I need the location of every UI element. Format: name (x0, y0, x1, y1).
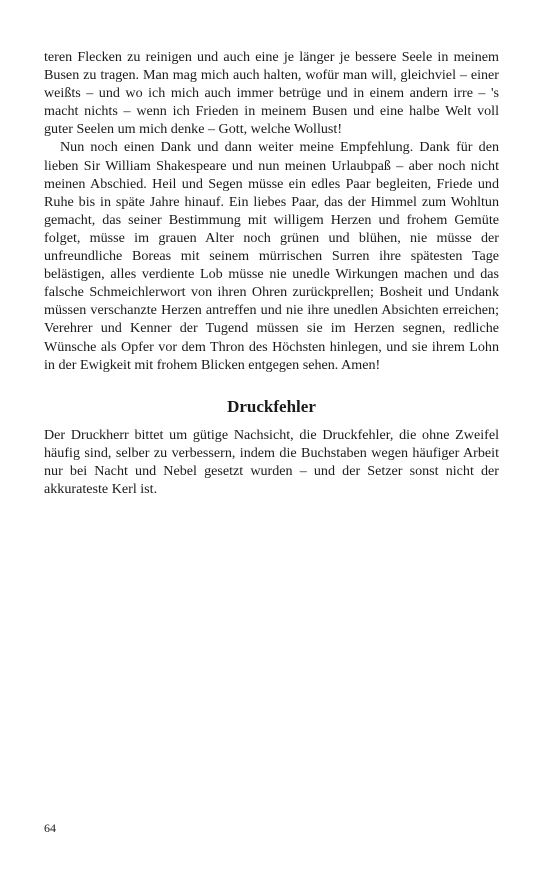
page-content (44, 48, 499, 498)
paragraph-thanks: Nun noch einen Dank und dann weiter meine Empfehlung. Dank für den lieben Sir William Shakespeare und nun meinen Urlaubpaß – aber noch nicht meinen Abschied. Heil und Segen müsse ein edles Paar begleiten, Friede und Ruhe bis in späte Jahre hinauf. Ein liebes Paar, das der Himmel zum Wohltun gemacht, das seiner Bestimmung mit willigem Herzen und frohem Gemüte folget, müsse im grauen Alter noch grünen und blühen, nie müsse der unfreundliche Boreas mit seinem mürrischen Surren ihre spätesten Tage belästigen, alles verdiente Lob müsse nie unedle Wirkungen machen und das falsche Schmeichlerwort von ihren Ohren zurückprellen; Bosheit und Undank müssen verschanzte Herzen antreffen und nie ihre unedlen Absichten erreichen; Verehrer und Kenner der Tugend müssen sie im Herzen segnen, redliche Wünsche als Opfer vor dem Thron des Höchsten hinlegen, und sie ihrem Lohn in der Ewigkeit mit frohem Blicken entgegen sehen. Amen! (44, 139, 499, 373)
section-heading: Druckfehler (227, 396, 316, 416)
section-body: Der Druckherr bittet um gütige Nachsicht, die Druckfehler, die ohne Zweifel häufig sind, selber zu verbessern, indem die Buchstaben wegen häufiger Arbeit nur bei Nacht und Nebel gesetzt wurden – und der Setzer sonst nicht der akkurateste Kerl ist. (44, 426, 499, 497)
paragraph-continuation: teren Flecken zu reinigen und auch eine je länger je bessere Seele in meinem Busen zu tragen. Man mag mich auch halten, wofür man will, gleichviel – einer weißts – und wo ich mich auch immer betrüge und in einem andern irre – 's macht nichts – wenn ich Frieden in meinem Busen und eine halbe Welt voll guter Seelen um mich denke – Gott, welche Wollust! (44, 49, 499, 138)
page-number: 64 (44, 821, 56, 835)
